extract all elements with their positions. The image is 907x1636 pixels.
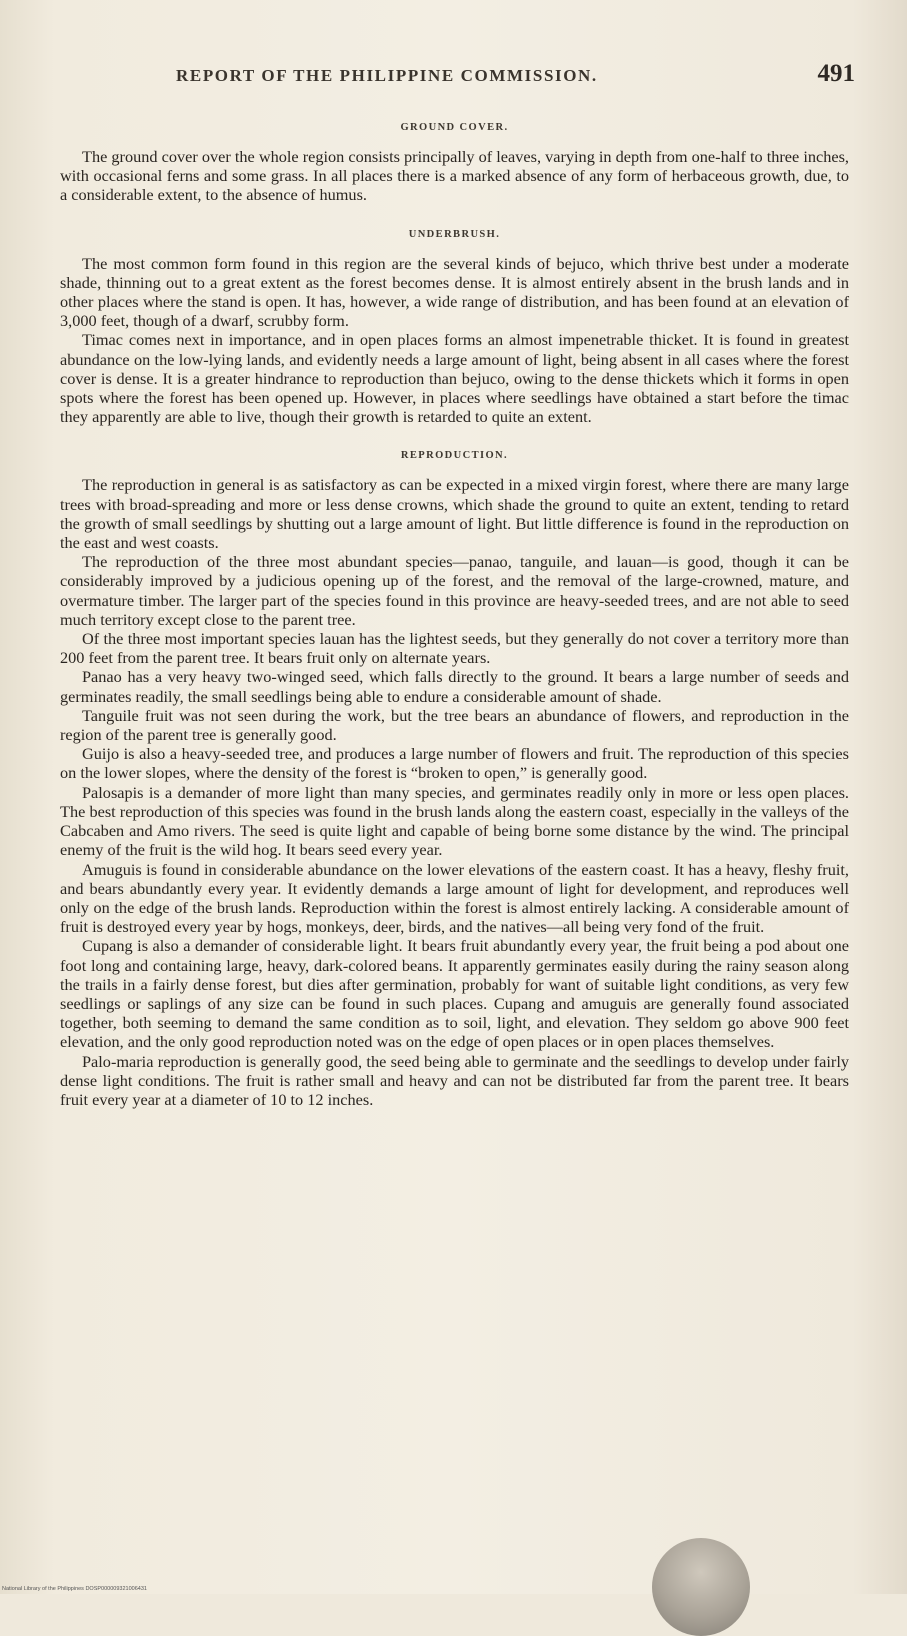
page-header (0, 62, 907, 98)
paragraph: The reproduction in general is as satisfactory as can be expected in a mixed virgin forest, where there are many large trees with broad-spreading and more or less dense crowns, which shade the ground to quite an extent, tending to retard the growth of small seedlings by shutting out a large amount of light. But little difference is found in the reproduction on the east and west coasts. (60, 475, 849, 553)
paragraph: Cupang is also a demander of considerable light. It bears fruit abundantly every year, the fruit being a pod about one foot long and containing large, heavy, dark-colored beans. It apparently germinates easily during the rainy season along the trails in a fairly dense forest, but dies after germination, probably for want of suitable light conditions, as very few seedlings or saplings of any size can be found in such places. Cupang and amuguis are generally found associated together, both seeming to demand the same condition as to soil, light, and elevation. They seldom go above 900 feet elevation, and the only good reproduction noted was on the edge of open places or in open places themselves. (60, 936, 849, 1052)
paragraph: The ground cover over the whole region consists principally of leaves, varying in depth from one-half to three inches, with occasional ferns and some grass. In all places there is a marked absence of any form of herbaceous growth, due, to a considerable extent, to the absence of humus. (60, 147, 849, 205)
paragraph: Of the three most important species lauan has the lightest seeds, but they generally do not cover a territory more than 200 feet from the parent tree. It bears fruit only on alternate years. (60, 629, 849, 668)
section-reproduction (60, 450, 849, 1109)
paragraph: The reproduction of the three most abundant species—panao, tanguile, and lauan—is good, though it can be considerably improved by a judicious opening up of the forest, and the removal of the large-crowned, mature, and overmature timber. The larger part of the species found in this province are heavy-seeded trees, and are not able to seed much territory except close to the parent tree. (60, 552, 849, 629)
scanner-thumb-shadow (652, 1538, 750, 1636)
section-heading: REPRODUCTION. (400, 450, 509, 462)
section-heading: UNDERBRUSH. (408, 228, 501, 240)
page-body (60, 112, 849, 1109)
paragraph: Guijo is also a heavy-seeded tree, and produces a large number of flowers and fruit. The reproduction of this species on the lower slopes, where the density of the forest is “broken to open,” is generally good. (60, 744, 849, 783)
paragraph: Tanguile fruit was not seen during the work, but the tree bears an abundance of flowers, and reproduction in the region of the parent tree is generally good. (60, 705, 849, 745)
section-heading: GROUND COVER. (400, 122, 509, 133)
scan-credit: National Library of the Philippines DOSP000009321006431 (2, 1586, 147, 1592)
running-title: REPORT OF THE PHILIPPINE COMMISSION. (176, 66, 598, 85)
section-underbrush (60, 229, 849, 427)
paragraph: Palosapis is a demander of more light than many species, and germinates readily only in more or less open places. The best reproduction of this species was found in the brush lands along the eastern coast, especially in the valleys of the Cabcaben and Amo rivers. The seed is quite light and capable of being borne some distance by the wind. The principal enemy of the fruit is the wild hog. It bears seed every year. (60, 782, 849, 860)
paragraph: Amuguis is found in considerable abundance on the lower elevations of the eastern coast. It has a heavy, fleshy fruit, and bears abundantly every year. It evidently demands a large amount of light for development, and reproduces well only on the edge of the brush lands. Reproduction within the forest is almost entirely lacking. A considerable amount of fruit is destroyed every year by hogs, monkeys, deer, birds, and the natives—all being very fond of the fruit. (60, 859, 849, 937)
paragraph: Timac comes next in importance, and in open places forms an almost impenetrable thicket. It is found in greatest abundance on the low-lying lands, and evidently needs a large amount of light, being absent in all cases where the forest cover is dense. It is a greater hindrance to reproduction than bejuco, owing to the dense thickets which it forms in open spots where the forest has been opened up. However, in places where seedlings have obtained a start before the timac they apparently are able to live, though their growth is retarded to quite an extent. (60, 330, 849, 427)
section-ground-cover (60, 122, 849, 205)
page-number: 491 (817, 60, 855, 87)
paragraph: Palo-maria reproduction is generally good, the seed being able to germinate and the seedlings to develop under fairly dense light conditions. The fruit is rather small and heavy and can not be distributed far from the parent tree. It bears fruit every year at a diameter of 10 to 12 inches. (60, 1051, 849, 1109)
paragraph: The most common form found in this region are the several kinds of bejuco, which thrive best under a moderate shade, thinning out to a great extent as the forest becomes dense. It is almost entirely absent in the brush lands and in other places where the stand is open. It has, however, a wide range of distribution, and has been found at an elevation of 3,000 feet, though of a dwarf, scrubby form. (60, 253, 849, 331)
paragraph: Panao has a very heavy two-winged seed, which falls directly to the ground. It bears a large number of seeds and germinates readily, the small seedlings being able to endure a considerable amount of shade. (60, 667, 849, 706)
